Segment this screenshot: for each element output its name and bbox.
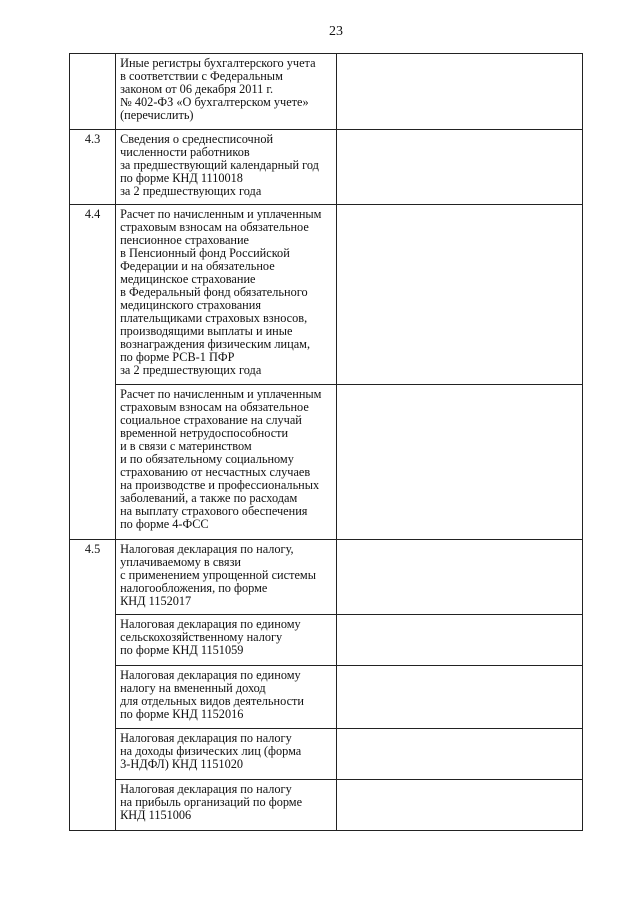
blank-cell	[336, 729, 583, 780]
document-description: Расчет по начисленным и уплаченным страховым взносам на обязательное пенсионное страхование в Пенсионный фонд Российской Федерации и на обязательное медицинское страхование в Федеральный фонд обязательного медицинского страхования плательщиками страховых взносов, производящими выплаты и иные вознаграждения физическим лицам, по форме РСВ-1 ПФР за 2 предшествующих года	[116, 205, 336, 385]
blank-cell	[336, 540, 583, 615]
blank-cell	[336, 615, 583, 666]
document-description: Сведения о среднесписочной численности работников за предшествующий календарный год по форме КНД 1110018 за 2 предшествующих года	[116, 130, 336, 205]
item-number-cell	[70, 54, 116, 130]
document-description: Расчет по начисленным и уплаченным страховым взносам на обязательное социальное страхование на случай временной нетрудоспособности и в связи с материнством и по обязательному социальному страхованию от несчастных случаев на производстве и профессиональных заболеваний, а также по расходам на выплату страхового обеспечения по форме 4-ФСС	[116, 385, 336, 540]
blank-cell	[336, 130, 583, 205]
blank-cell	[336, 54, 583, 130]
table-row	[70, 729, 583, 780]
document-description: Налоговая декларация по единому налогу на вмененный доход для отдельных видов деятельности по форме КНД 1152016	[116, 666, 336, 729]
blank-cell	[336, 385, 583, 540]
requirements-table	[69, 53, 583, 831]
item-number: 4.4	[70, 205, 116, 540]
table-row	[70, 130, 583, 205]
document-description: Налоговая декларация по единому сельскохозяйственному налогу по форме КНД 1151059	[116, 615, 336, 666]
table-row	[70, 615, 583, 666]
blank-cell	[336, 666, 583, 729]
table-row	[70, 385, 583, 540]
page-number: 23	[329, 24, 343, 39]
item-number: 4.3	[70, 130, 116, 205]
document-description: Налоговая декларация по налогу на доходы физических лиц (форма 3-НДФЛ) КНД 1151020	[116, 729, 336, 780]
table-row	[70, 54, 583, 130]
document-description: Налоговая декларация по налогу на прибыль организаций по форме КНД 1151006	[116, 780, 336, 831]
document-description: Иные регистры бухгалтерского учета в соответствии с Федеральным законом от 06 декабря 2011 г. № 402-ФЗ «О бухгалтерском учете» (перечислить)	[116, 54, 336, 130]
blank-cell	[336, 205, 583, 385]
table-row	[70, 666, 583, 729]
blank-cell	[336, 780, 583, 831]
table-row	[70, 540, 583, 615]
document-description: Налоговая декларация по налогу, уплачиваемому в связи с применением упрощенной системы налогообложения, по форме КНД 1152017	[116, 540, 336, 615]
table-row	[70, 780, 583, 831]
item-number: 4.5	[70, 540, 116, 831]
table-row	[70, 205, 583, 385]
